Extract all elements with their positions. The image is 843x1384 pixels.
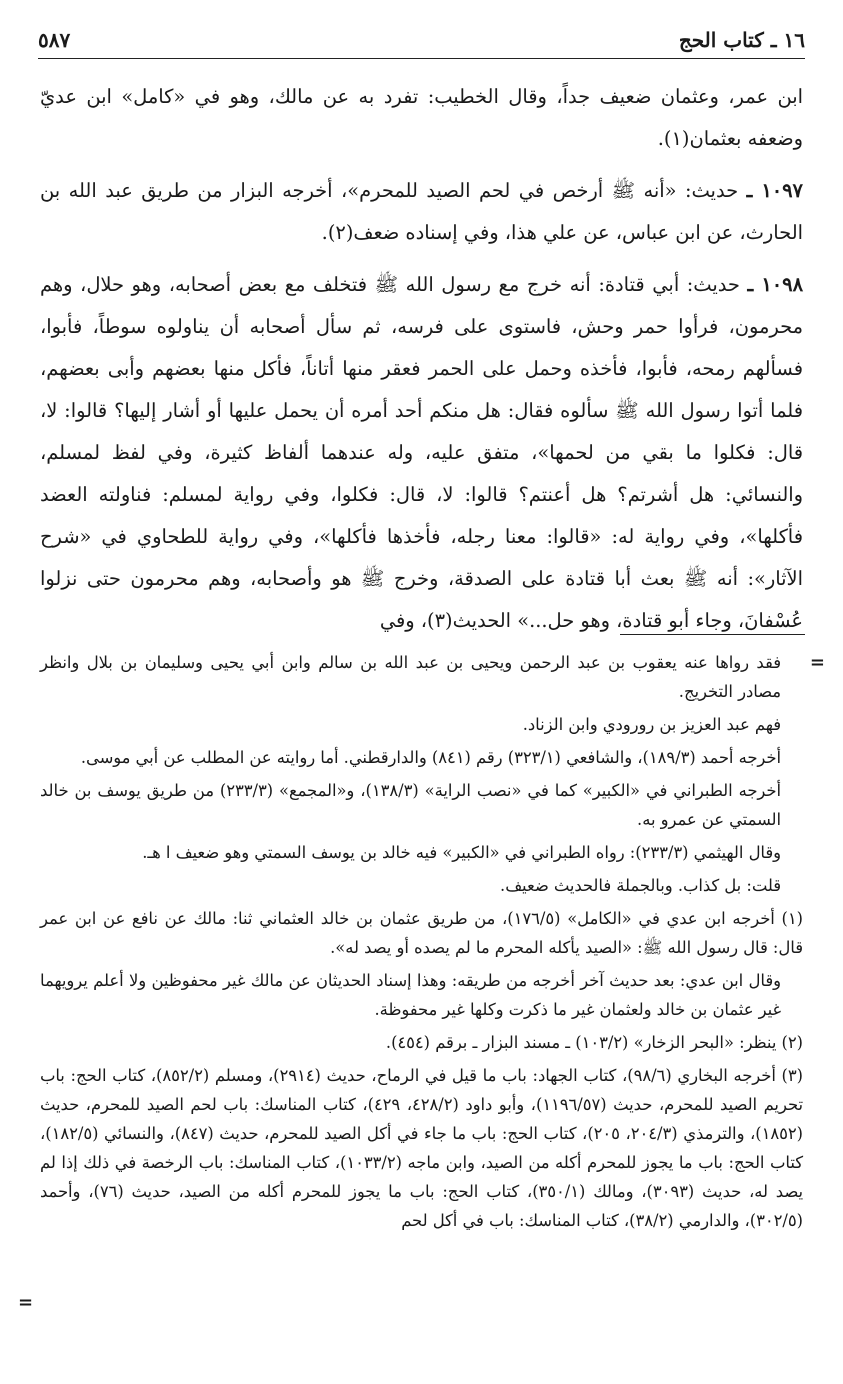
page-number: ٥٨٧ <box>38 28 71 52</box>
hadith-1098 <box>40 264 803 642</box>
main-text <box>40 76 803 652</box>
footnote-carryover: فهم عبد العزيز بن رورودي وابن الزناد. <box>522 715 781 734</box>
footnote-carryover: وقال الهيثمي (٢٣٣/٣): رواه الطبراني في «الكبير» فيه خالد بن يوسف السمتي وهو ضعيف ا هـ. <box>142 843 781 862</box>
hadith-1097 <box>40 170 803 254</box>
footnote-carryover: أخرجه أحمد (١٨٩/٣)، والشافعي (٣٢٣/١) رقم (٨٤١) والدارقطني. أما روايته عن المطلب عن أبي موسى. <box>80 748 781 767</box>
footnote-3: (٣) أخرجه البخاري (٩٨/٦)، كتاب الجهاد: باب ما قيل في الرماح، حديث (٢٩١٤)، ومسلم (٨٥٢/٢)، كتاب الحج: باب تحريم الصيد للمحرم، حديث (١١٩٦/٥٧)، وأبو داود (٤٢٨/٢، ٤٢٩)، كتاب المناسك: باب لحم الصيد للمحرم، حديث (١٨٥٢)، والترمذي (٢٠٤/٣، ٢٠٥)، كتاب الحج: باب ما جاء في أكل الصيد للمحرم، حديث (٨٤٧)، والنسائي (١٨٢/٥)، كتاب الحج: باب ما يجوز للمحرم أكله من الصيد، وابن ماجه (١٠٣٣/٢)، كتاب المناسك: باب الرخصة في ذلك إذا لم يصد له، حديث (٣٠٩٣)، ومالك (٣٥٠/١)، كتاب الحج: باب ما يجوز للمحرم أكله من الصيد، حديث (٧٦)، وأحمد (٣٠٢/٥)، والدارمي (٣٨/٢)، كتاب المناسك: باب في أكل لحم <box>40 1066 803 1230</box>
hadith-number: ١٠٩٧ ـ <box>746 179 803 202</box>
paragraph-continuation: ابن عمر، وعثمان ضعيف جداً، وقال الخطيب: تفرد به عن مالك، وهو في «كامل» ابن عديّ وضعفه بعثمان(١). <box>40 85 803 150</box>
hadith-text: حديث: «أنه ﷺ أرخص في لحم الصيد للمحرم»، أخرجه البزار من طريق عبد الله بن الحارث، عن ابن عباس، عن علي هذا، وفي إسناده ضعف(٢). <box>40 179 803 244</box>
continuation-mark-bottom: = <box>18 1292 34 1313</box>
hadith-number: ١٠٩٨ ـ <box>747 273 803 296</box>
continuation-mark-top: = <box>809 652 825 673</box>
running-header <box>38 24 805 59</box>
chapter-title: ١٦ ـ كتاب الحج <box>678 28 805 52</box>
footnote-carryover: قلت: بل كذاب. وبالجملة فالحديث ضعيف. <box>500 876 781 895</box>
footnote-carryover: أخرجه الطبراني في «الكبير» كما في «نصب الراية» (١٣٨/٣)، و«المجمع» (٢٣٣/٣) من طريق يوسف بن خالد السمتي عن عمرو به. <box>40 781 781 829</box>
footnote-carryover: فقد رواها عنه يعقوب بن عبد الرحمن ويحيى بن عبد الله بن سالم وابن أبي يحيى وسليمان بن بلال وانظر مصادر التخريج. <box>40 653 781 701</box>
hadith-text: حديث: أبي قتادة: أنه خرج مع رسول الله ﷺ فتخلف مع بعض أصحابه، وهو حلال، وهم محرمون، فرأوا حمر وحش، فاستوى على فرسه، ثم سأل أصحابه أن يناولوه سوطاً، فأبوا، فسألهم رمحه، فأبوا، فأخذه وحمل على الحمر فعقر منها أتاناً، فأكل منها بعضهم وأبى بعضهم، فلما أتوا رسول الله ﷺ سألوه فقال: هل منكم أحد أمره أن يحمل عليها أو أشار إليها؟ قالوا: لا، قال: فكلوا ما بقي من لحمها»، متفق عليه، وله عندهما ألفاظ كثيرة، وفي لفظ لمسلم، والنسائي: هل أشرتم؟ هل أعنتم؟ قالوا: لا، قال: فكلوا، وفي رواية لمسلم: فناولته العضد فأكلها»، وفي رواية له: «قالوا: معنا رجله، فأخذها فأكلها»، وفي رواية للطحاوي في «شرح الآثار»: أنه ﷺ بعث أبا قتادة على الصدقة، وخرج ﷺ هو وأصحابه، وهم محرمون حتى نزلوا عُسْفانَ، وجاء أبو قتادة، وهو حل...» الحديث(٣)، وفي <box>40 273 803 632</box>
footnote-separator <box>620 634 805 635</box>
footnote-1: (١) أخرجه ابن عدي في «الكامل» (١٧٦/٥)، من طريق عثمان بن خالد العثماني ثنا: مالك عن نافع عن ابن عمر قال: قال رسول الله ﷺ: «الصيد يأكله المحرم ما لم يصده أو يصد له». <box>40 909 803 957</box>
footnote-2: (٢) ينظر: «البحر الزخار» (١٠٣/٢) ـ مسند البزار ـ برقم (٤٥٤). <box>385 1033 803 1052</box>
footnotes <box>40 648 803 1239</box>
footnote-1-cont: وقال ابن عدي: بعد حديث آخر أخرجه من طريقه: وهذا إسناد الحديثان عن مالك غير محفوظين ولا أعلم يرويهما غير عثمان بن خالد ولعثمان غير ما ذكرت وكلها غير محفوظة. <box>40 971 781 1019</box>
